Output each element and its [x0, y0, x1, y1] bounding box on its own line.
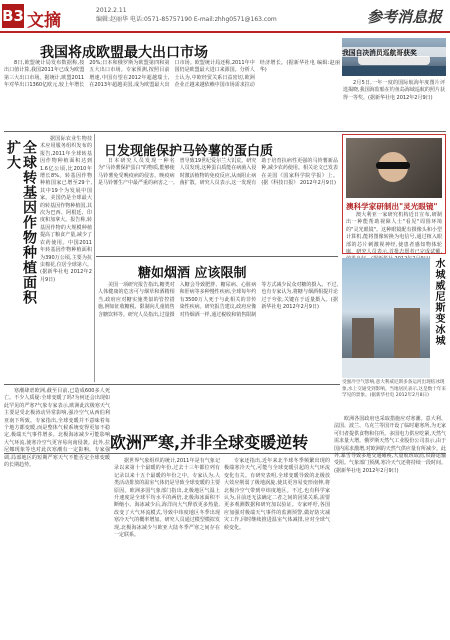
bottom-col-4-text: 欧洲各国政府也采取措施应对寒潮。意大利、法国、波兰、乌克兰等国开设了临时避寒所,为无家可归者提供食物和住所。多国电力供应吃紧,天然气需求量大增。俄罗斯天然气工业股份公司表示,由于国内需求激增,对欧洲的天然气供应量有所减少。此外,暴雪导致多地交通瘫痪,大量航班取消,铁路运输受阻。气象部门预测,寒冷天气还将持续一段时间。(据新华社电 2012年2月9日) [334, 416, 446, 474]
sea-shape [342, 66, 446, 76]
top-article-headline: 我国将成欧盟最大出口市场 [40, 45, 208, 61]
bottom-col-1 [4, 388, 110, 636]
divider-2 [96, 256, 338, 257]
bottom-col-3 [224, 458, 330, 636]
cols-article-headline: 糖如烟酒 应该限制 [138, 266, 247, 281]
email: E-mail:zhhg0571@163.com [193, 16, 277, 23]
glasses-shape [376, 162, 410, 169]
phone: 电话:0571-85757190 [129, 16, 192, 23]
ice-shape [342, 358, 430, 378]
winter-vertical-headline: 水城威尼斯变冰城 [433, 258, 444, 346]
left-vertical-headline: 全球转基因作物种植面积扩大 [5, 140, 37, 305]
bottom-article-headline: 欧洲严寒,并非全球变暖逆转 [110, 433, 309, 452]
top-article-body [4, 60, 340, 127]
editor: 编辑:赵丽华 [96, 16, 129, 23]
mid-article-body [98, 158, 338, 252]
ship-shape [358, 56, 430, 65]
bottom-col-1-text: 寒潮肆虐欧洲,截至目前,已造成600多人死亡。不少人质疑:全球变暖了吗?为何还会出现如此罕见的严寒?气象专家表示,欧洲此次极寒天气主要是受北极涛动异常影响,强冷空气从西伯利亚南下所致。专家指出,全球变暖并不意味着每个地方都变暖,而是整体气候系统变得更加不稳定,极端天气事件增多。北极海冰减少可能影响大气环流,使寒冷空气更容易向南侵袭。此外,拉尼娜现象等也对此次寒潮有一定影响。专家强调,局部地区的短期严寒天气不能否定全球变暖的长期趋势。 [4, 388, 110, 469]
bottom-col-2 [114, 458, 220, 636]
left-column-body [40, 136, 92, 382]
building-shape-1 [352, 318, 374, 358]
top-right-photo [342, 38, 446, 76]
bottom-col-3-text: 专家还指出,近年来北半球冬季频繁出现的极端寒冷天气,可能与全球变暖引起的大气环流变化有关。有研究表明,全球变暖导致的北极放大效应削弱了极地涡旋,使其更容易变形南伸,将北极冷空气带到中纬度地区。不过,也有科学家认为,目前还无法确定二者之间的因果关系,需要更多观测数据和研究加以验证。专家呼吁,各国应加强对极端天气事件的监测预警,做好防灾减灾工作,同时继续推进温室气体减排,应对全球气候变化。 [224, 458, 330, 531]
divider-3 [4, 384, 340, 385]
bottom-col-2-text: 据世界气象组织的统计,2011年是有气象记录以来第十个最暖的年份,过去十三年都位列有记录以来十五个最暖的年份之中。专家认为,人类活动排放的温室气体仍是导致全球变暖的主要原因。欧洲多国气象部门指出,北极地区气温上升速度是全球平均水平的两倍,北极海冰面积不断缩小。海冰减少后,海洋向大气释放更多热量,改变了大气环流模式,导致中纬度地区冬季出现寒冷天气的概率增加。研究人员通过模型模拟发现,北极海冰减少与欧亚大陆冬季严寒之间存在一定联系。 [114, 458, 220, 539]
divider-1 [4, 131, 446, 132]
right-box-headline: 澳科学家研制出"灵光眼镜" [346, 202, 438, 211]
winter-caption: 受强冷空气影响,意大利威尼斯多条运河出现结冰现象,水上交通受到影响。当地居民表示,这是数十年来罕见的景象。(据新华社电 2012年2月8日) [342, 380, 446, 399]
masthead [0, 0, 450, 33]
bottom-col-4 [334, 416, 446, 636]
left-column-text: 据国际农业生物技术应用服务组织发布的报告,2011年全球转基因作物种植面积达到1.6亿公顷,比2010年增长8%。转基因作物种植国家已增至29个,其中19个为发展中国家。美国仍是全球最大的转基因作物种植国,其次为巴西、阿根廷、印度和加拿大。报告称,转基因作物的大规模种植提高了粮食产量,减少了农药使用。中国2011年转基因作物种植面积为390万公顷,主要为抗虫棉花,位居全球第六。(据新华社电 2012年2月9日) [40, 136, 92, 283]
building-shape-2 [394, 308, 420, 358]
top-article-text: 8日,欧盟统计局发布数据称,按出口值计算,我国2011年已成为欧盟第三大出口市场。据统计,欧盟2011年对华出口1360亿欧元,较上年增长20%;日本和俄罗斯为欧盟第四和第五大出口市场。专家预测,按照目前增速,中国有望在2012年超越瑞士,在2013年超越美国,成为欧盟最大出口市场。欧盟统计局还称,2011年中国仍是欧盟最大进口来源国。分析人士认为,中欧经贸关系日益密切,欧洲企业正越来越依赖中国市场需求拉动经济增长。(据新华社电 编辑:赵丽华) [4, 60, 340, 89]
winter-photo [342, 258, 430, 378]
top-right-caption-text: 2月5日,一年一度的国际航海年度图片评选揭晓,我国海监船在钓鱼岛海域巡航的照片获得一等奖。(据新华社电 2012年2月9日) [343, 80, 445, 101]
masthead-info [96, 6, 277, 24]
cols-article-text: 美国一项研究报告指出,糖类对人体健康的危害可与烟草和酒精相当,政府应对糖实施类似的管控措施,例如征收糖税、限制向儿童销售含糖饮料等。研究人员指出,过量摄入糖会导致肥胖、糖尿病、心脏病和肝病等多种慢性疾病,全球每年约有3500万人死于与此相关的非传染性疾病。研究报告建议,政府应像对待烟酒一样,通过税收和销售限制等方式减少民众对糖的摄入。不过,也有专家认为,将糖与烟酒相提并论过于夸张,关键在于适量摄入。(据新华社电 2012年2月9日) [98, 282, 338, 318]
paper-name: 参考消息报 [366, 8, 442, 26]
top-right-headline: 我国自决消员巡航哥获奖 [342, 47, 446, 57]
right-box [342, 134, 446, 254]
top-right-caption [343, 80, 445, 130]
divider-v-1 [94, 134, 95, 382]
right-box-text: 澳大利亚一家研究机构近日宣布,研制出一种能帮助视障人士"看见"周围环境的"灵光眼镜"。这种眼镜配有摄像头和小型计算机,能将图像转换为电信号,通过植入眼部的芯片刺激视神经,使患者感知物体轮廓。研究人员表示,首批志愿者已完成试戴, [346, 212, 442, 256]
right-box-photo [346, 138, 442, 198]
section-name: 文摘 [27, 11, 61, 31]
issue-date: 2012.2.11 [96, 7, 127, 14]
cols-article-body [98, 282, 338, 380]
right-box-body [346, 212, 442, 256]
mid-article-headline: 日发现能保护马铃薯的蛋白质 [104, 144, 274, 159]
mid-article-text: 日本研究人员发现一种名为"马铃薯保护蛋白"的物质,能够使马铃薯免受晚疫病的侵害。晚疫病是马铃薯生产中最严重的病害之一,曾导致19世纪爱尔兰大饥荒。研究人员发现,这种蛋白质能在病菌入侵时激活植物的免疫反应,从而阻止病菌扩散。研究人员表示,这一发现有助于培育抗病性更强的马铃薯新品种,减少农药使用。相关论文已发表在美国《国家科学院学报》上。(据《科技日报》 2012年2月9日) [98, 158, 338, 187]
section-code: B3 [2, 4, 24, 28]
